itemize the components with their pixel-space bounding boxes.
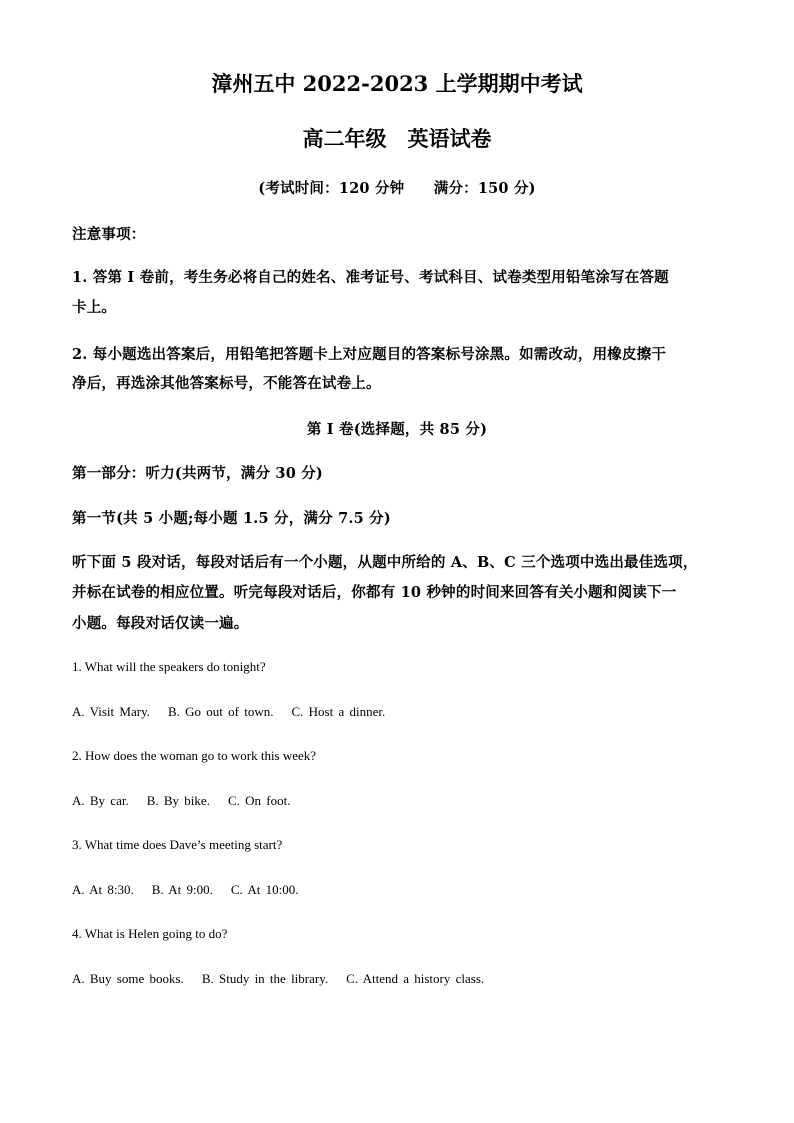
instructions-line-2: 并标在试卷的相应位置。听完每段对话后，你都有 10 秒钟的时间来回答有关小题和阅读下一 bbox=[72, 584, 677, 601]
volume-heading: 第 I 卷(选择题，共 85 分) bbox=[306, 421, 488, 438]
question-3-options bbox=[72, 882, 316, 898]
notice-item-1-line-2: 卡上。 bbox=[72, 299, 117, 316]
question-4-options bbox=[72, 971, 502, 987]
question-1-options bbox=[72, 704, 403, 720]
exam-subtitle: 高二年级 英语试卷 bbox=[302, 126, 492, 151]
section-1-heading: 第一节(共 5 小题;每小题 1.5 分，满分 7.5 分) bbox=[72, 510, 391, 527]
notice-item-2-line-1: 2. 每小题选出答案后，用铅笔把答题卡上对应题目的答案标号涂黑。如需改动，用橡皮擦干 bbox=[72, 346, 667, 363]
question-1: 1. What will the speakers do tonight? bbox=[72, 659, 266, 674]
option-c: C. Attend a history class. bbox=[346, 971, 485, 986]
instructions-line-1: 听下面 5 段对话，每段对话后有一个小题，从题中所给的 A、B、C 三个选项中选出最佳选项， bbox=[72, 554, 698, 571]
notice-item-2-line-2: 净后，再选涂其他答案标号，不能答在试卷上。 bbox=[72, 375, 381, 392]
option-a: A. Buy some books. bbox=[72, 971, 184, 986]
exam-time-info: (考试时间：120 分钟 满分：150 分) bbox=[258, 180, 536, 197]
option-a: A. Visit Mary. bbox=[72, 704, 150, 719]
option-c: C. On foot. bbox=[227, 793, 291, 808]
question-3: 3. What time does Dave’s meeting start? bbox=[72, 837, 283, 852]
option-a: A. At 8:30. bbox=[72, 882, 134, 897]
option-a: A. By car. bbox=[72, 793, 129, 808]
option-b: B. At 9:00. bbox=[151, 882, 213, 897]
option-b: B. Study in the library. bbox=[201, 971, 329, 986]
notice-heading: 注意事项： bbox=[72, 226, 146, 243]
option-b: B. By bike. bbox=[146, 793, 210, 808]
option-c: C. Host a dinner. bbox=[291, 704, 386, 719]
exam-title: 漳州五中 2022-2023 上学期期中考试 bbox=[211, 71, 583, 96]
option-c: C. At 10:00. bbox=[230, 882, 299, 897]
question-2-options bbox=[72, 793, 308, 809]
question-2: 2. How does the woman go to work this week? bbox=[72, 748, 317, 763]
instructions-line-3: 小题。每段对话仅读一遍。 bbox=[72, 615, 249, 632]
notice-item-1-line-1: 1. 答第 I 卷前，考生务必将自己的姓名、准考证号、考试科目、试卷类型用铅笔涂写在答题 bbox=[72, 269, 669, 286]
question-4: 4. What is Helen going to do? bbox=[72, 926, 228, 941]
option-b: B. Go out of town. bbox=[167, 704, 274, 719]
part-1-heading: 第一部分：听力(共两节，满分 30 分) bbox=[72, 465, 323, 482]
